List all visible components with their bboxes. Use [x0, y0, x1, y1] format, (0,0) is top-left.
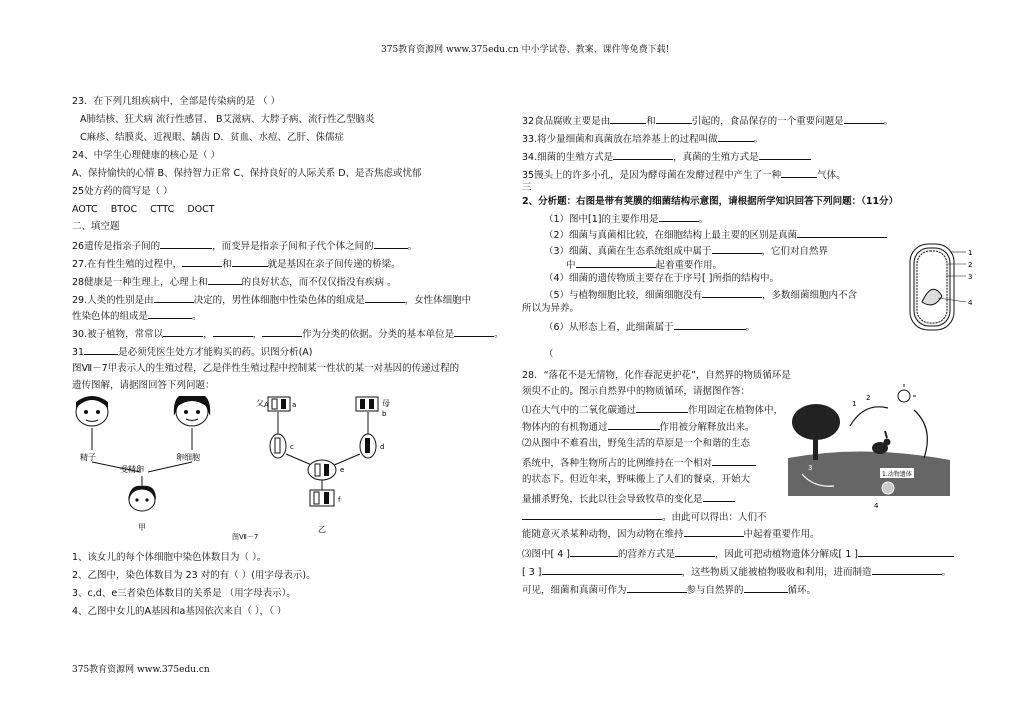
q33: 33.将少量细菌和真菌放在培养基上的过程叫做 。 — [522, 134, 764, 145]
q30: 30.被子植物，常常以 ， ， 作为分类的依据。分类的基本单位是 。 — [72, 329, 504, 340]
label-e: e — [340, 466, 345, 474]
figure-caption: 图Ⅶ－7 — [232, 533, 259, 541]
eco-label-2: 2 — [866, 394, 871, 402]
q24: 24、中学生心理健康的核心是（ ） — [72, 150, 221, 161]
q28-line6: 系统中，各种生物所占的比例维持在一个相对 — [522, 456, 756, 470]
mother-label: 母 — [382, 399, 390, 408]
tree-icon — [792, 404, 840, 460]
label-b: b — [382, 410, 387, 418]
q35: 35馒头上的许多小孔，是因为酵母菌在发酵过程中产生了一种 气体。 — [522, 170, 846, 181]
q28-line5: ⑵从图中不难看出，野兔生活的草原是一个和谐的生态 — [522, 438, 751, 449]
q25: 25处方药的简写是（ ） — [72, 186, 173, 197]
q28-line7: 的状态下。但近年来，野味搬上了人们的餐桌，开始大 — [522, 474, 751, 485]
eco-label-4: 4 — [874, 502, 879, 510]
gene-a-label: a — [292, 401, 297, 409]
q23-options-cd: C麻疹、结膜炎、近视眼、龋齿 D．贫血、水痘、乙肝、侏儒症 — [80, 132, 344, 143]
label-d: d — [380, 443, 385, 451]
label-f: f — [338, 496, 341, 504]
sub-q3: 3、c,d、e三者染色体数目的关系是 （用字母表示）。 — [72, 588, 296, 599]
sperm-label: 精子 — [80, 453, 96, 462]
q23: 23．在下列几组疾病中，全部是传染病的是 （ ） — [72, 96, 281, 107]
bq5: （5）与植物细胞比较，细菌细胞没有 ，多数细菌细胞内不含 — [544, 290, 858, 301]
analysis-question: 2、分析题：右图是带有荚膜的细菌结构示意图，请根据所学知识回答下列问题：（11分） — [522, 196, 899, 207]
q28-line11: ⑶图中[ 4 ] 的营养方式是 ，因此可把动植物遗体分解成[ 1 ] — [522, 547, 954, 561]
q28-line4: 物体内的有机物通过 作用被分解释放出来。 — [522, 422, 755, 433]
q31: 31 是必须凭医生处方才能购买的药。识图分析(A) — [72, 347, 313, 358]
bq3: （3）细菌、真菌在生态系统组成中属于 ，它们对自然界 — [544, 246, 829, 257]
label-c: c — [290, 443, 294, 451]
figure-description: 图Ⅶ－7甲表示人的生殖过程，乙是伴性生殖过程中控制某一性状的某一对基因的传递过程的 — [72, 363, 460, 374]
gene-A-label: A — [264, 401, 269, 409]
bac-label-1: 1 — [968, 249, 973, 257]
q24-options: A、保持愉快的心情 B、保持智力正常 C、保持良好的人际关系 D、是否焦虑或忧郁 — [72, 168, 422, 179]
father-face — [76, 396, 108, 426]
q27: 27.在有性生殖的过程中， 和 就是基因在亲子间传递的桥梁。 — [72, 259, 401, 270]
q29: 29.人类的性别是由 决定的，男性体细胞中性染色体的组成是 ，女性体细胞中 — [72, 295, 472, 306]
bq1: （1）图中[1]的主要作用是 。 — [544, 214, 709, 225]
reproduction-diagram-jia — [70, 396, 250, 536]
q28-line3: ⑴在大气中的二氧化碳通过 作用固定在植物体中， — [522, 405, 784, 416]
sun-icon — [898, 384, 916, 402]
remains-label: 1.动物遗体 — [882, 471, 912, 478]
q28-line9: 。由此可以得出：人们不 — [522, 510, 767, 524]
q25-options: AOTC BTOC CTTC DOCT — [72, 204, 215, 215]
sub-q4: 4、乙图中女儿的A基因和a基因依次来自（ ），（ ） — [72, 606, 287, 617]
q29-cont: 性染色体的组成是 。 — [72, 311, 202, 322]
page-header: 375教育资源网 www.375edu.cn 中小学试卷、教案、课件等免费下载! — [381, 45, 670, 55]
yi-label: 乙 — [318, 525, 326, 534]
q26: 26遗传是指亲子间的 ，而变异是指亲子间和子代个体之间的 。 — [72, 241, 418, 252]
q28-line8: 量捕杀野兔，长此以往会导致牧草的变化是 — [522, 492, 735, 506]
q28-line12: [ 3 ] ，这些物质又能被植物吸收和利用，进而制造 。 — [522, 567, 952, 578]
gene-transfer-diagram-yi — [252, 394, 442, 536]
q32: 32食品腐败主要是由 和 引起的，食品保存的一个重要问题是 。 — [522, 116, 894, 127]
bac-label-4: 4 — [968, 299, 973, 307]
bacterium-diagram — [902, 240, 980, 336]
rabbit-icon — [872, 431, 891, 454]
q28-line1: 28．“落花不是无情物，化作春泥更护花”，自然界的物质循环是 — [522, 370, 791, 381]
bq4: （4）细菌的遗传物质主要存在于序号[ ]所指的结构中。 — [544, 273, 779, 284]
father-label: 父 — [256, 399, 264, 408]
q28-left: 28健康是一种生理上，心理上和 的良好状态，而不仅仅指没有疾病 。 — [72, 277, 397, 288]
sub-q1: 1、该女儿的每个体细胞中染色体数目为（ ）。 — [72, 552, 267, 563]
bq3-cont: 中 起着重要作用。 — [566, 260, 723, 271]
q28-line10: 能随意灭杀某种动物，因为动物在维持 中起着重要作用。 — [522, 529, 820, 540]
bac-label-3: 3 — [968, 273, 973, 281]
bq2: （2）细菌与真菌相比较，在细胞结构上最主要的区别是真菌 — [544, 228, 887, 242]
bq5-cont: 所以为异养。 — [522, 303, 580, 314]
eco-label-3: 3 — [808, 464, 813, 472]
eco-label-1: 1 — [852, 400, 857, 408]
q23-options-ab: A肺结核、狂犬病 流行性感冒、 B艾滋病、大脖子病、流行性乙型脑炎 — [80, 114, 375, 125]
zygote-label: 受精卵 — [120, 465, 144, 474]
q34: 34.细菌的生殖方式是 ，真菌的生殖方式是 — [522, 150, 811, 164]
stray-paren: （ — [544, 349, 554, 360]
q28-line13: 可见，细菌和真菌可作为 参与自然界的 循环。 — [522, 585, 817, 596]
q28-line2: 须臾不止的。图示自然界中的物质循环，请据图作答： — [522, 386, 751, 397]
jia-label: 甲 — [138, 523, 146, 532]
section-2-title: 二、填空题 — [72, 221, 120, 232]
bac-label-2: 2 — [968, 261, 973, 269]
egg-label: 卵细胞 — [176, 453, 200, 462]
section-3-title: 三 — [522, 182, 532, 193]
bq6: （6）从形态上看，此细菌属于 。 — [544, 322, 756, 333]
material-cycle-diagram — [784, 378, 954, 514]
figure-description-2: 遗传图解，请据图回答下列问题： — [72, 380, 215, 391]
daughter-face — [128, 486, 156, 511]
page-footer: 375教育资源网 www.375edu.cn — [72, 665, 210, 675]
sub-q2: 2、乙图中，染色体数目为 23 对的有（ ）(用字母表示)。 — [72, 570, 316, 581]
mother-face — [174, 396, 210, 426]
